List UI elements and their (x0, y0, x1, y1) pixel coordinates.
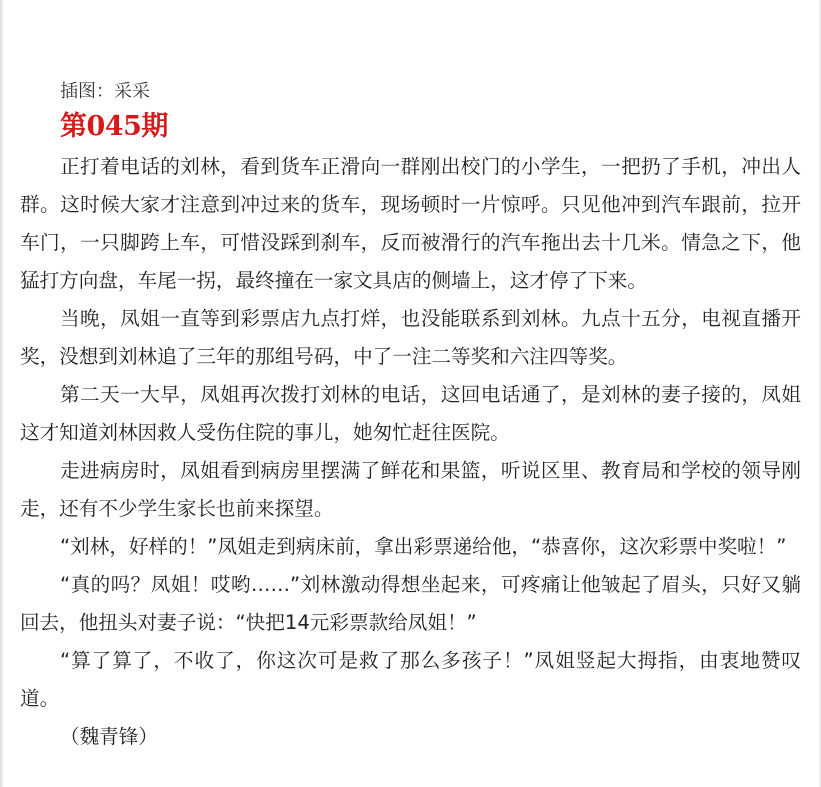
paragraph-7: “算了算了，不收了，你这次可是救了那么多孩子！”凤姐竖起大拇指，由衷地赞叹道。 (20, 649, 801, 710)
paragraph-6: “真的吗？凤姐！哎哟……”刘林激动得想坐起来，可疼痛让他皱起了眉头，只好又躺回去，他扭头对妻子说：“快把14元彩票款给凤姐！” (20, 573, 801, 634)
article (20, 78, 801, 756)
illustration-credit: 插图：采采 (60, 81, 150, 102)
left-edge-shadow (0, 0, 4, 787)
issue-title: 第045期 (60, 111, 168, 142)
paragraph-2: 当晚，凤姐一直等到彩票店九点打烊，也没能联系到刘林。九点十五分，电视直播开奖，没想到刘林追了三年的那组号码，中了一注二等奖和六注四等奖。 (20, 307, 801, 368)
paragraph-3: 第二天一大早，凤姐再次拨打刘林的电话，这回电话通了，是刘林的妻子接的，凤姐这才知道刘林因救人受伤住院的事儿，她匆忙赶往医院。 (20, 383, 801, 444)
paragraph-1: 正打着电话的刘林，看到货车正滑向一群刚出校门的小学生，一把扔了手机，冲出人群。这时候大家才注意到冲过来的货车，现场顿时一片惊呼。只见他冲到汽车跟前，拉开车门，一只脚跨上车，可惜没踩到刹车，反而被滑行的汽车拖出去十几米。情急之下，他猛打方向盘，车尾一拐，最终撞在一家文具店的侧墙上，这才停了下来。 (20, 155, 801, 292)
author-signature: （魏青锋） (60, 725, 158, 748)
paragraph-5: “刘林，好样的！”凤姐走到病床前，拿出彩票递给他，“恭喜你，这次彩票中奖啦！” (60, 535, 787, 558)
paragraph-4: 走进病房时，凤姐看到病房里摆满了鲜花和果篮，听说区里、教育局和学校的领导刚走，还有不少学生家长也前来探望。 (20, 459, 801, 520)
